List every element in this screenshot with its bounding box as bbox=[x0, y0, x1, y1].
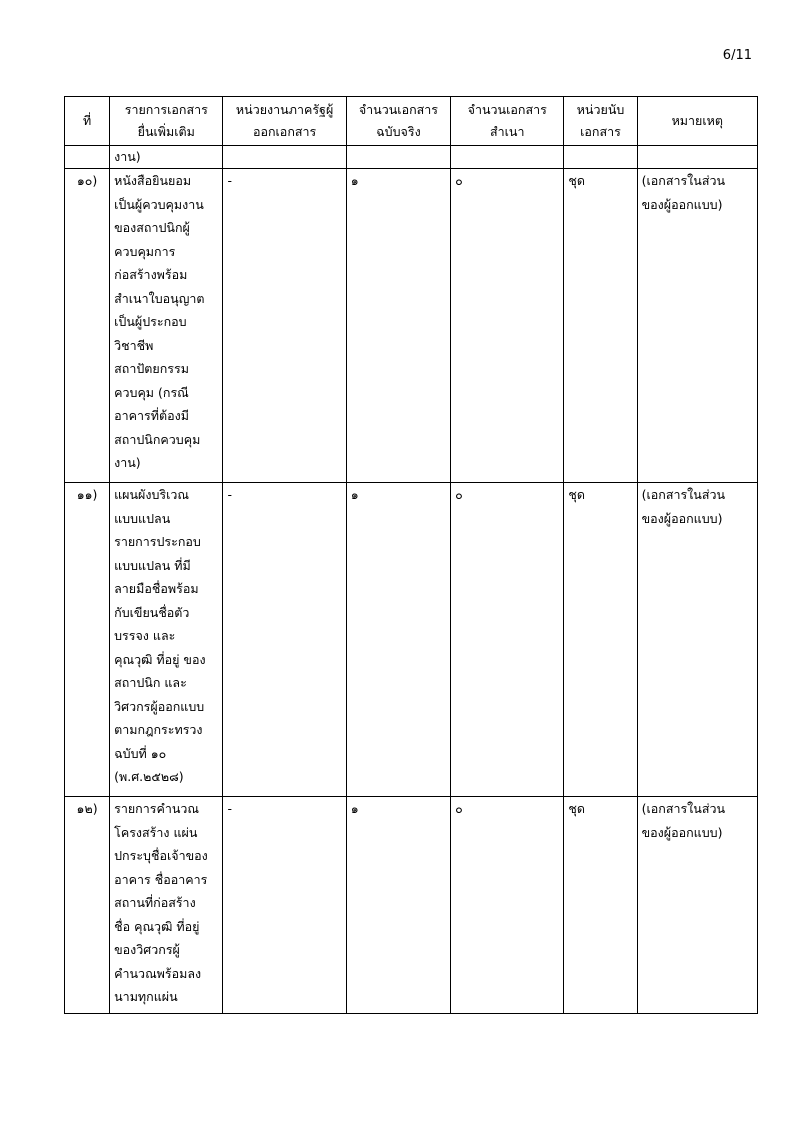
item-line: ตามกฎกระทรวง bbox=[114, 722, 203, 737]
item-line: อาคารที่ต้องมี bbox=[114, 408, 189, 423]
cell-unit bbox=[564, 146, 637, 169]
header-agency-line: หน่วยงานภาครัฐผู้ bbox=[235, 102, 334, 117]
item-line: ชื่อ คุณวุฒิ ที่อยู่ bbox=[114, 918, 200, 934]
cell-item bbox=[110, 169, 223, 483]
table-row bbox=[65, 483, 758, 797]
cell-copy: ๐ bbox=[451, 797, 564, 1014]
item-line: คุณวุฒิ ที่อยู่ ของ bbox=[114, 651, 206, 667]
header-no: ที่ bbox=[65, 97, 110, 146]
item-line: สถาปัตยกรรม bbox=[114, 361, 189, 376]
item-line: กับเขียนชื่อตัว bbox=[114, 604, 190, 620]
cell-no bbox=[65, 146, 110, 169]
page-number: 6/11 bbox=[722, 48, 752, 63]
cell-copy: ๐ bbox=[451, 169, 564, 483]
cell-note bbox=[637, 169, 757, 483]
cell-unit: ชุด bbox=[564, 169, 637, 483]
cell-item bbox=[110, 797, 223, 1014]
header-original-line: ฉบับจริง bbox=[376, 124, 421, 139]
cell-note bbox=[637, 797, 757, 1014]
header-agency bbox=[223, 97, 346, 146]
item-line: ปกระบุชื่อเจ้าของ bbox=[114, 848, 208, 863]
table-header-row bbox=[65, 97, 758, 146]
item-line: สถาปนิก และ bbox=[114, 675, 187, 690]
cell-copy: ๐ bbox=[451, 483, 564, 797]
item-line: ของสถาปนิกผู้ bbox=[114, 220, 190, 235]
cell-no: ๑๐) bbox=[65, 169, 110, 483]
item-line: ฉบับที่ ๑๐ bbox=[114, 745, 167, 761]
cell-agency bbox=[223, 146, 346, 169]
item-line: ก่อสร้างพร้อม bbox=[114, 267, 188, 282]
header-item bbox=[110, 97, 223, 146]
cell-unit: ชุด bbox=[564, 797, 637, 1014]
cell-original: ๑ bbox=[346, 169, 450, 483]
cell-agency: - bbox=[223, 169, 346, 483]
header-original bbox=[346, 97, 450, 146]
cell-copy bbox=[451, 146, 564, 169]
table-row bbox=[65, 169, 758, 483]
cell-unit: ชุด bbox=[564, 483, 637, 797]
header-agency-line: ออกเอกสาร bbox=[252, 124, 317, 139]
header-original-line: จำนวนเอกสาร bbox=[358, 102, 439, 117]
item-line: วิศวกรผู้ออกแบบ bbox=[114, 698, 205, 714]
cell-item bbox=[110, 483, 223, 797]
note-line: ของผู้ออกแบบ) bbox=[641, 196, 723, 212]
item-line: สำเนาใบอนุญาต bbox=[114, 290, 205, 306]
cell-original bbox=[346, 146, 450, 169]
cell-note bbox=[637, 483, 757, 797]
item-line: แผนผังบริเวณ bbox=[114, 487, 190, 502]
header-copy-line: สำเนา bbox=[489, 124, 525, 139]
cell-agency: - bbox=[223, 483, 346, 797]
note-line: (เอกสารในส่วน bbox=[641, 173, 726, 188]
cell-item: งาน) bbox=[110, 146, 223, 169]
item-line: แบบแปลน bbox=[114, 510, 171, 526]
documents-table bbox=[64, 96, 758, 1014]
item-line: ควบคุม (กรณี bbox=[114, 384, 189, 400]
header-copy-line: จำนวนเอกสาร bbox=[467, 102, 547, 117]
cell-agency: - bbox=[223, 797, 346, 1014]
header-unit-line: หน่วยนับ bbox=[576, 102, 625, 117]
header-item-line: ยื่นเพิ่มเติม bbox=[137, 124, 195, 139]
cell-original: ๑ bbox=[346, 797, 450, 1014]
item-line: งาน) bbox=[114, 455, 141, 470]
item-line: สถาปนิกควบคุม bbox=[114, 431, 201, 447]
item-line: รายการประกอบ bbox=[114, 534, 201, 549]
item-line: นามทุกแผ่น bbox=[114, 989, 178, 1004]
cell-no: ๑๑) bbox=[65, 483, 110, 797]
header-unit-line: เอกสาร bbox=[580, 124, 621, 139]
table-row-continuation bbox=[65, 146, 758, 169]
item-line: หนังสือยินยอม bbox=[114, 173, 192, 188]
cell-no: ๑๒) bbox=[65, 797, 110, 1014]
item-line: แบบแปลน ที่มี bbox=[114, 557, 191, 573]
item-line: บรรจง และ bbox=[114, 628, 176, 643]
item-line: อาคาร ชื่ออาคาร bbox=[114, 871, 208, 887]
item-line: โครงสร้าง แผ่น bbox=[114, 824, 198, 840]
note-line: (เอกสารในส่วน bbox=[641, 801, 726, 816]
item-line: ของวิศวกรผู้ bbox=[114, 942, 180, 957]
header-item-line: รายการเอกสาร bbox=[124, 102, 208, 117]
item-line: เป็นผู้ควบคุมงาน bbox=[114, 196, 204, 212]
note-line: (เอกสารในส่วน bbox=[641, 487, 726, 502]
item-line: สถานที่ก่อสร้าง bbox=[114, 895, 196, 910]
note-line: ของผู้ออกแบบ) bbox=[641, 510, 723, 526]
item-line: วิชาชีพ bbox=[114, 337, 154, 353]
header-note: หมายเหตุ bbox=[637, 97, 757, 146]
item-line: เป็นผู้ประกอบ bbox=[114, 314, 187, 329]
item-line: ควบคุมการ bbox=[114, 243, 176, 259]
header-unit bbox=[564, 97, 637, 146]
note-line: ของผู้ออกแบบ) bbox=[641, 824, 723, 840]
header-copy bbox=[451, 97, 564, 146]
item-line: ลายมือชื่อพร้อม bbox=[114, 581, 199, 596]
cell-note bbox=[637, 146, 757, 169]
item-line: รายการคำนวณ bbox=[114, 801, 200, 816]
item-line: คำนวณพร้อมลง bbox=[114, 965, 202, 981]
item-line: (พ.ศ.๒๕๒๘) bbox=[114, 769, 184, 784]
table-row bbox=[65, 797, 758, 1014]
cell-original: ๑ bbox=[346, 483, 450, 797]
